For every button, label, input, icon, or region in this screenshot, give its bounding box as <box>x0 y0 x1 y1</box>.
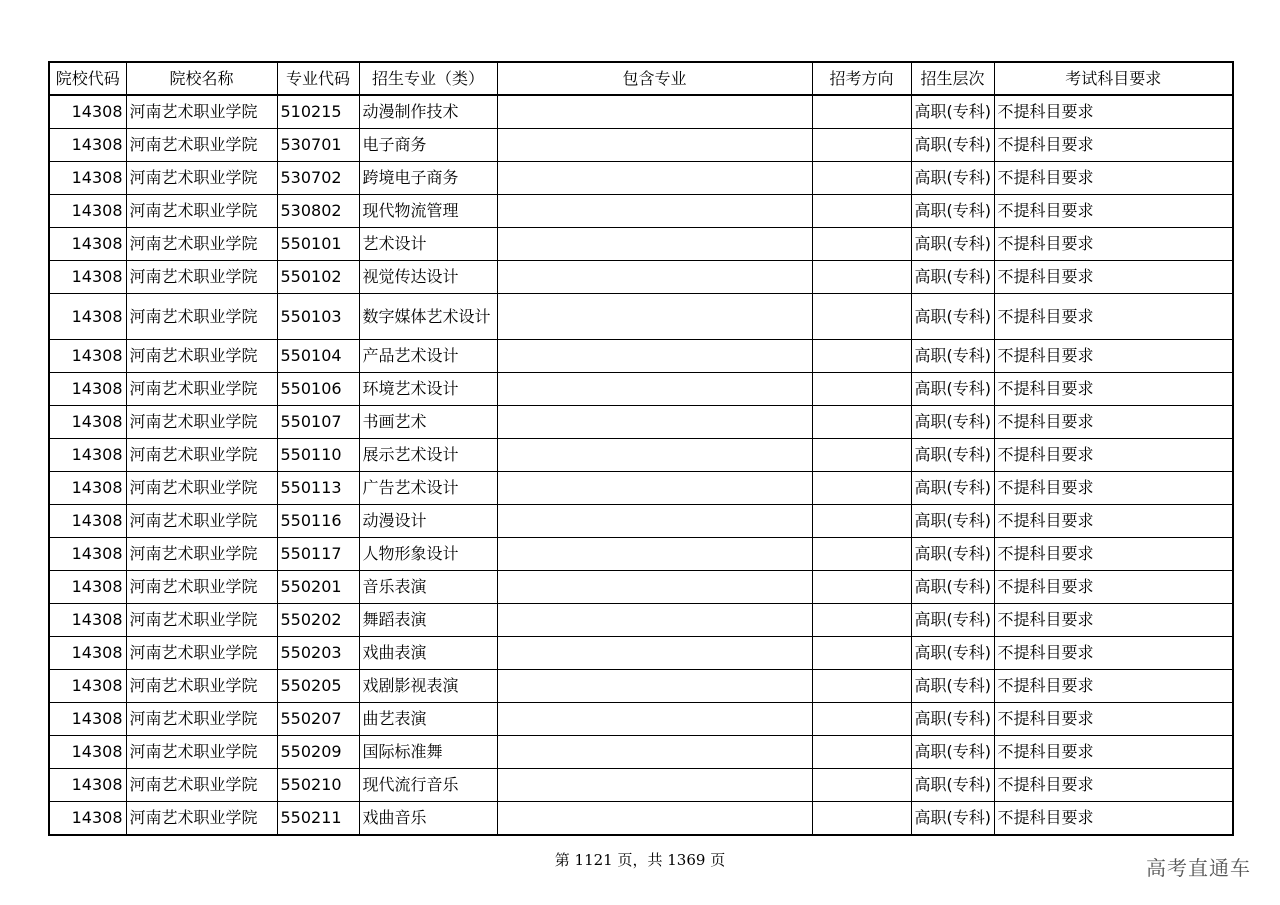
cell-school-name: 河南艺术职业学院 <box>126 261 277 294</box>
cell-school-code: 14308 <box>49 406 126 439</box>
cell-direction <box>812 228 911 261</box>
table-row <box>49 802 1233 836</box>
cell-direction <box>812 162 911 195</box>
cell-school-name: 河南艺术职业学院 <box>126 604 277 637</box>
cell-level: 高职(专科) <box>911 505 994 538</box>
cell-school-name: 河南艺术职业学院 <box>126 571 277 604</box>
header-level: 招生层次 <box>911 62 994 95</box>
cell-school-name: 河南艺术职业学院 <box>126 670 277 703</box>
cell-direction <box>812 703 911 736</box>
cell-major-code: 550207 <box>277 703 359 736</box>
cell-included-majors <box>497 373 812 406</box>
cell-exam-requirement: 不提科目要求 <box>994 195 1233 228</box>
table-row <box>49 703 1233 736</box>
cell-school-code: 14308 <box>49 670 126 703</box>
cell-exam-requirement: 不提科目要求 <box>994 261 1233 294</box>
header-exam-requirement: 考试科目要求 <box>994 62 1233 95</box>
cell-major-code: 550103 <box>277 294 359 340</box>
cell-included-majors <box>497 802 812 836</box>
cell-exam-requirement: 不提科目要求 <box>994 162 1233 195</box>
table-body <box>49 95 1233 835</box>
cell-level: 高职(专科) <box>911 439 994 472</box>
cell-school-name: 河南艺术职业学院 <box>126 373 277 406</box>
cell-exam-requirement: 不提科目要求 <box>994 228 1233 261</box>
cell-school-code: 14308 <box>49 95 126 129</box>
cell-school-name: 河南艺术职业学院 <box>126 195 277 228</box>
cell-level: 高职(专科) <box>911 294 994 340</box>
cell-direction <box>812 802 911 836</box>
cell-included-majors <box>497 406 812 439</box>
cell-included-majors <box>497 571 812 604</box>
cell-school-code: 14308 <box>49 439 126 472</box>
table-row <box>49 736 1233 769</box>
cell-major-code: 550202 <box>277 604 359 637</box>
cell-level: 高职(专科) <box>911 373 994 406</box>
cell-major-code: 530702 <box>277 162 359 195</box>
cell-included-majors <box>497 340 812 373</box>
cell-level: 高职(专科) <box>911 228 994 261</box>
cell-school-code: 14308 <box>49 703 126 736</box>
cell-major: 数字媒体艺术设计 <box>359 294 497 340</box>
cell-school-code: 14308 <box>49 472 126 505</box>
cell-level: 高职(专科) <box>911 261 994 294</box>
cell-direction <box>812 261 911 294</box>
cell-direction <box>812 769 911 802</box>
cell-exam-requirement: 不提科目要求 <box>994 129 1233 162</box>
cell-level: 高职(专科) <box>911 571 994 604</box>
cell-school-name: 河南艺术职业学院 <box>126 406 277 439</box>
cell-major: 戏曲表演 <box>359 637 497 670</box>
table-row <box>49 472 1233 505</box>
cell-exam-requirement: 不提科目要求 <box>994 439 1233 472</box>
cell-level: 高职(专科) <box>911 670 994 703</box>
cell-major-code: 510215 <box>277 95 359 129</box>
cell-major-code: 550209 <box>277 736 359 769</box>
cell-exam-requirement: 不提科目要求 <box>994 373 1233 406</box>
table-row <box>49 571 1233 604</box>
cell-school-name: 河南艺术职业学院 <box>126 162 277 195</box>
cell-major-code: 550107 <box>277 406 359 439</box>
cell-included-majors <box>497 228 812 261</box>
cell-major: 艺术设计 <box>359 228 497 261</box>
table-row <box>49 637 1233 670</box>
table-row <box>49 538 1233 571</box>
table-row <box>49 340 1233 373</box>
cell-direction <box>812 571 911 604</box>
cell-school-name: 河南艺术职业学院 <box>126 129 277 162</box>
cell-major-code: 550113 <box>277 472 359 505</box>
table-header-row <box>49 62 1233 95</box>
cell-included-majors <box>497 703 812 736</box>
cell-school-code: 14308 <box>49 571 126 604</box>
cell-major: 电子商务 <box>359 129 497 162</box>
cell-included-majors <box>497 439 812 472</box>
cell-major: 跨境电子商务 <box>359 162 497 195</box>
cell-school-code: 14308 <box>49 261 126 294</box>
cell-major-code: 550110 <box>277 439 359 472</box>
cell-exam-requirement: 不提科目要求 <box>994 637 1233 670</box>
cell-exam-requirement: 不提科目要求 <box>994 769 1233 802</box>
cell-direction <box>812 472 911 505</box>
cell-school-code: 14308 <box>49 802 126 836</box>
cell-school-name: 河南艺术职业学院 <box>126 802 277 836</box>
cell-major: 现代物流管理 <box>359 195 497 228</box>
cell-major-code: 550106 <box>277 373 359 406</box>
table-row <box>49 195 1233 228</box>
cell-level: 高职(专科) <box>911 162 994 195</box>
cell-school-code: 14308 <box>49 505 126 538</box>
table-row <box>49 95 1233 129</box>
cell-exam-requirement: 不提科目要求 <box>994 505 1233 538</box>
cell-school-name: 河南艺术职业学院 <box>126 736 277 769</box>
cell-exam-requirement: 不提科目要求 <box>994 294 1233 340</box>
cell-level: 高职(专科) <box>911 129 994 162</box>
cell-level: 高职(专科) <box>911 472 994 505</box>
cell-school-code: 14308 <box>49 162 126 195</box>
cell-level: 高职(专科) <box>911 736 994 769</box>
cell-exam-requirement: 不提科目要求 <box>994 340 1233 373</box>
header-school-code: 院校代码 <box>49 62 126 95</box>
cell-included-majors <box>497 670 812 703</box>
cell-included-majors <box>497 604 812 637</box>
cell-direction <box>812 373 911 406</box>
cell-direction <box>812 505 911 538</box>
cell-level: 高职(专科) <box>911 703 994 736</box>
cell-included-majors <box>497 505 812 538</box>
cell-major: 产品艺术设计 <box>359 340 497 373</box>
cell-major-code: 550101 <box>277 228 359 261</box>
cell-major: 环境艺术设计 <box>359 373 497 406</box>
cell-direction <box>812 195 911 228</box>
cell-included-majors <box>497 195 812 228</box>
cell-exam-requirement: 不提科目要求 <box>994 802 1233 836</box>
cell-major: 戏剧影视表演 <box>359 670 497 703</box>
cell-level: 高职(专科) <box>911 604 994 637</box>
cell-major-code: 530802 <box>277 195 359 228</box>
cell-major: 动漫设计 <box>359 505 497 538</box>
cell-exam-requirement: 不提科目要求 <box>994 736 1233 769</box>
cell-school-name: 河南艺术职业学院 <box>126 340 277 373</box>
header-direction: 招考方向 <box>812 62 911 95</box>
cell-included-majors <box>497 129 812 162</box>
cell-major: 视觉传达设计 <box>359 261 497 294</box>
cell-school-code: 14308 <box>49 294 126 340</box>
cell-major-code: 550104 <box>277 340 359 373</box>
cell-direction <box>812 670 911 703</box>
table-row <box>49 261 1233 294</box>
cell-major-code: 550210 <box>277 769 359 802</box>
cell-exam-requirement: 不提科目要求 <box>994 538 1233 571</box>
cell-school-code: 14308 <box>49 769 126 802</box>
table-row <box>49 439 1233 472</box>
cell-level: 高职(专科) <box>911 538 994 571</box>
cell-school-code: 14308 <box>49 340 126 373</box>
cell-school-name: 河南艺术职业学院 <box>126 439 277 472</box>
cell-included-majors <box>497 261 812 294</box>
cell-direction <box>812 129 911 162</box>
cell-direction <box>812 439 911 472</box>
cell-direction <box>812 294 911 340</box>
cell-major: 曲艺表演 <box>359 703 497 736</box>
cell-exam-requirement: 不提科目要求 <box>994 406 1233 439</box>
cell-major: 戏曲音乐 <box>359 802 497 836</box>
cell-direction <box>812 604 911 637</box>
cell-level: 高职(专科) <box>911 637 994 670</box>
cell-major: 音乐表演 <box>359 571 497 604</box>
cell-direction <box>812 538 911 571</box>
cell-level: 高职(专科) <box>911 195 994 228</box>
cell-included-majors <box>497 769 812 802</box>
cell-school-name: 河南艺术职业学院 <box>126 95 277 129</box>
table-row <box>49 294 1233 340</box>
cell-included-majors <box>497 162 812 195</box>
cell-school-code: 14308 <box>49 195 126 228</box>
table-row <box>49 228 1233 261</box>
cell-school-name: 河南艺术职业学院 <box>126 228 277 261</box>
cell-included-majors <box>497 95 812 129</box>
cell-major: 现代流行音乐 <box>359 769 497 802</box>
cell-included-majors <box>497 736 812 769</box>
cell-level: 高职(专科) <box>911 406 994 439</box>
cell-major: 广告艺术设计 <box>359 472 497 505</box>
cell-school-name: 河南艺术职业学院 <box>126 703 277 736</box>
majors-table <box>48 61 1234 836</box>
cell-direction <box>812 95 911 129</box>
cell-included-majors <box>497 472 812 505</box>
cell-major-code: 550102 <box>277 261 359 294</box>
cell-exam-requirement: 不提科目要求 <box>994 670 1233 703</box>
table-row <box>49 129 1233 162</box>
cell-school-code: 14308 <box>49 637 126 670</box>
cell-major: 展示艺术设计 <box>359 439 497 472</box>
cell-major-code: 550201 <box>277 571 359 604</box>
cell-major-code: 550205 <box>277 670 359 703</box>
cell-direction <box>812 637 911 670</box>
header-included-majors: 包含专业 <box>497 62 812 95</box>
cell-exam-requirement: 不提科目要求 <box>994 604 1233 637</box>
cell-level: 高职(专科) <box>911 769 994 802</box>
table-row <box>49 505 1233 538</box>
cell-school-name: 河南艺术职业学院 <box>126 505 277 538</box>
header-major: 招生专业（类） <box>359 62 497 95</box>
table-row <box>49 406 1233 439</box>
cell-school-code: 14308 <box>49 373 126 406</box>
cell-exam-requirement: 不提科目要求 <box>994 703 1233 736</box>
cell-direction <box>812 340 911 373</box>
cell-direction <box>812 736 911 769</box>
cell-school-name: 河南艺术职业学院 <box>126 294 277 340</box>
cell-major: 舞蹈表演 <box>359 604 497 637</box>
cell-major: 书画艺术 <box>359 406 497 439</box>
cell-school-code: 14308 <box>49 129 126 162</box>
cell-major-code: 530701 <box>277 129 359 162</box>
cell-major: 人物形象设计 <box>359 538 497 571</box>
table-row <box>49 604 1233 637</box>
table-row <box>49 769 1233 802</box>
cell-major-code: 550117 <box>277 538 359 571</box>
cell-school-name: 河南艺术职业学院 <box>126 538 277 571</box>
cell-major-code: 550116 <box>277 505 359 538</box>
cell-exam-requirement: 不提科目要求 <box>994 472 1233 505</box>
cell-major-code: 550211 <box>277 802 359 836</box>
cell-school-code: 14308 <box>49 228 126 261</box>
cell-included-majors <box>497 637 812 670</box>
cell-school-name: 河南艺术职业学院 <box>126 769 277 802</box>
cell-major: 国际标准舞 <box>359 736 497 769</box>
cell-school-code: 14308 <box>49 604 126 637</box>
cell-major-code: 550203 <box>277 637 359 670</box>
table-row <box>49 162 1233 195</box>
cell-exam-requirement: 不提科目要求 <box>994 95 1233 129</box>
header-school-name: 院校名称 <box>126 62 277 95</box>
watermark: 高考直通车 <box>1146 856 1251 880</box>
header-major-code: 专业代码 <box>277 62 359 95</box>
cell-school-name: 河南艺术职业学院 <box>126 472 277 505</box>
page-number: 第 1121 页，共 1369 页 <box>554 851 726 869</box>
cell-school-code: 14308 <box>49 736 126 769</box>
cell-direction <box>812 406 911 439</box>
cell-level: 高职(专科) <box>911 340 994 373</box>
cell-major: 动漫制作技术 <box>359 95 497 129</box>
cell-included-majors <box>497 538 812 571</box>
table-row <box>49 670 1233 703</box>
cell-exam-requirement: 不提科目要求 <box>994 571 1233 604</box>
cell-included-majors <box>497 294 812 340</box>
cell-level: 高职(专科) <box>911 802 994 836</box>
cell-level: 高职(专科) <box>911 95 994 129</box>
cell-school-code: 14308 <box>49 538 126 571</box>
table-row <box>49 373 1233 406</box>
cell-school-name: 河南艺术职业学院 <box>126 637 277 670</box>
